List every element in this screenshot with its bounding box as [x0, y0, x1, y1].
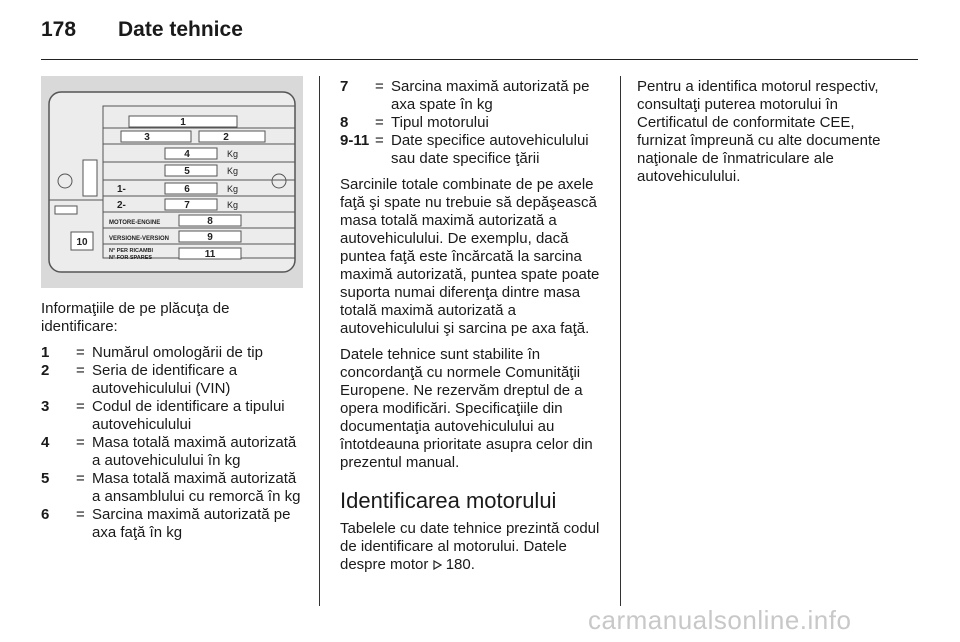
plate-label-3: 3 [144, 132, 150, 143]
definition-key: 9-11 [340, 132, 370, 149]
definition-item [41, 398, 306, 434]
page-reference-link[interactable]: 180. [445, 556, 475, 573]
definition-key: 4 [41, 434, 50, 451]
section-heading: Identificarea motorului [340, 488, 557, 513]
plate-ricambi-label-1: N° PER RICAMBI [109, 248, 154, 254]
plate-motor-label: MOTORE-ENGINE [109, 220, 161, 226]
standards-paragraph: Datele tehnice sunt stabilite în concordanţă cu normele Comunităţii Europene. Ne rezervăm dreptul de a opera modificări. Specificaţiile din documentaţia autovehiculului au întotdeauna prioritate asupra celor din prezentul manual. [340, 346, 593, 471]
definition-equals: = [375, 132, 384, 149]
definition-key: 2 [41, 362, 50, 379]
page-title: Date tehnice [118, 18, 243, 41]
definition-text: Codul de identificare a tipului autovehiculului [92, 398, 285, 433]
column-3 [637, 78, 907, 194]
engine-identification-paragraph: Pentru a identifica motorul respectiv, consultaţi puterea motorului în Certificatul de conformitate CEE, furnizat împreună cu alte documente naţionale de înmatriculare ale autovehiculului. [637, 78, 881, 185]
plate-label-4: 4 [184, 149, 190, 160]
column-2 [340, 78, 605, 574]
engine-id-text: Tabelele cu date tehnice prezintă codul de identificare al motorului. [340, 520, 600, 555]
definition-key: 7 [340, 78, 349, 95]
identification-plate-figure [41, 76, 303, 288]
identification-plate-drawing [41, 76, 303, 288]
column-divider-1 [319, 76, 320, 606]
header-rule [41, 59, 918, 60]
plate-ricambi-label-2: N° FOR SPARES [109, 255, 153, 261]
plate-label-10: 10 [76, 237, 88, 248]
engine-id-paragraph [340, 520, 605, 574]
definition-item [340, 114, 605, 132]
definition-text: Tipul motorului [391, 114, 489, 131]
column-divider-2 [620, 76, 621, 606]
plate-label-11: 11 [204, 249, 216, 260]
plate-label-2: 2 [223, 132, 229, 143]
watermark: carmanualsonline.info [588, 605, 852, 635]
plate-kg-7: Kg [227, 200, 239, 210]
definition-text: Date specifice autovehiculului sau date specifice ţării [391, 132, 589, 167]
plate-versione-label: VERSIONE-VERSION [109, 236, 170, 242]
plate-label-9: 9 [207, 232, 213, 243]
definition-equals: = [76, 344, 85, 361]
definition-text: Sarcina maximă autorizată pe axa spate în kg [391, 78, 590, 113]
plate-label-7: 7 [184, 200, 190, 211]
definition-equals: = [76, 434, 85, 451]
plate-kg-5: Kg [227, 166, 239, 176]
definition-item [340, 132, 605, 168]
definition-equals: = [76, 398, 85, 415]
definition-item [41, 506, 306, 542]
definition-item [41, 434, 306, 470]
column-1 [41, 300, 306, 550]
plate-intro: Informaţiile de pe plăcuţa de identificare: [41, 300, 230, 335]
plate-kg-4: Kg [227, 149, 239, 159]
definition-text: Masa totală maximă autorizată a ansamblului cu remorcă în kg [92, 470, 301, 505]
plate-label-6: 6 [184, 184, 190, 195]
plate-label-8: 8 [207, 216, 213, 227]
definition-text: Seria de identificare a autovehiculului (VIN) [92, 362, 238, 397]
plate-row-2: 2- [117, 200, 126, 211]
definition-key: 6 [41, 506, 50, 523]
definition-text: Numărul omologării de tip [92, 344, 263, 361]
definition-text: Masa totală maximă autorizată a autovehiculului în kg [92, 434, 297, 469]
plate-kg-6: Kg [227, 184, 239, 194]
definition-key: 1 [41, 344, 50, 361]
plate-label-5: 5 [184, 166, 190, 177]
definition-text: Sarcina maximă autorizată pe axa faţă în kg [92, 506, 291, 541]
axle-load-paragraph: Sarcinile totale combinate de pe axele faţă şi spate nu trebuie să depăşească masa totală maximă autorizată a autovehiculului. De exemplu, dacă puntea faţă este încărcată la sarcina maximă autorizată, puntea spate poate suporta numai diferenţa dintre masa totală maximă autorizată a autovehiculului şi sarcina pe axa faţă. [340, 176, 600, 337]
definition-item [41, 470, 306, 506]
definition-equals: = [375, 114, 384, 131]
plate-definitions-1 [41, 344, 306, 542]
definition-key: 8 [340, 114, 349, 131]
page-number: 178 [41, 18, 77, 41]
plate-label-1: 1 [180, 117, 186, 128]
definition-equals: = [76, 470, 85, 487]
definition-equals: = [76, 506, 85, 523]
definition-key: 5 [41, 470, 50, 487]
engine-data-text: Datele despre motor [340, 538, 567, 573]
plate-definitions-2 [340, 78, 605, 168]
arrow-right-icon [433, 557, 442, 567]
definition-equals: = [76, 362, 85, 379]
definition-item [340, 78, 605, 114]
definition-item [41, 344, 306, 362]
definition-key: 3 [41, 398, 50, 415]
definition-item [41, 362, 306, 398]
definition-equals: = [375, 78, 384, 95]
plate-row-1: 1- [117, 184, 126, 195]
